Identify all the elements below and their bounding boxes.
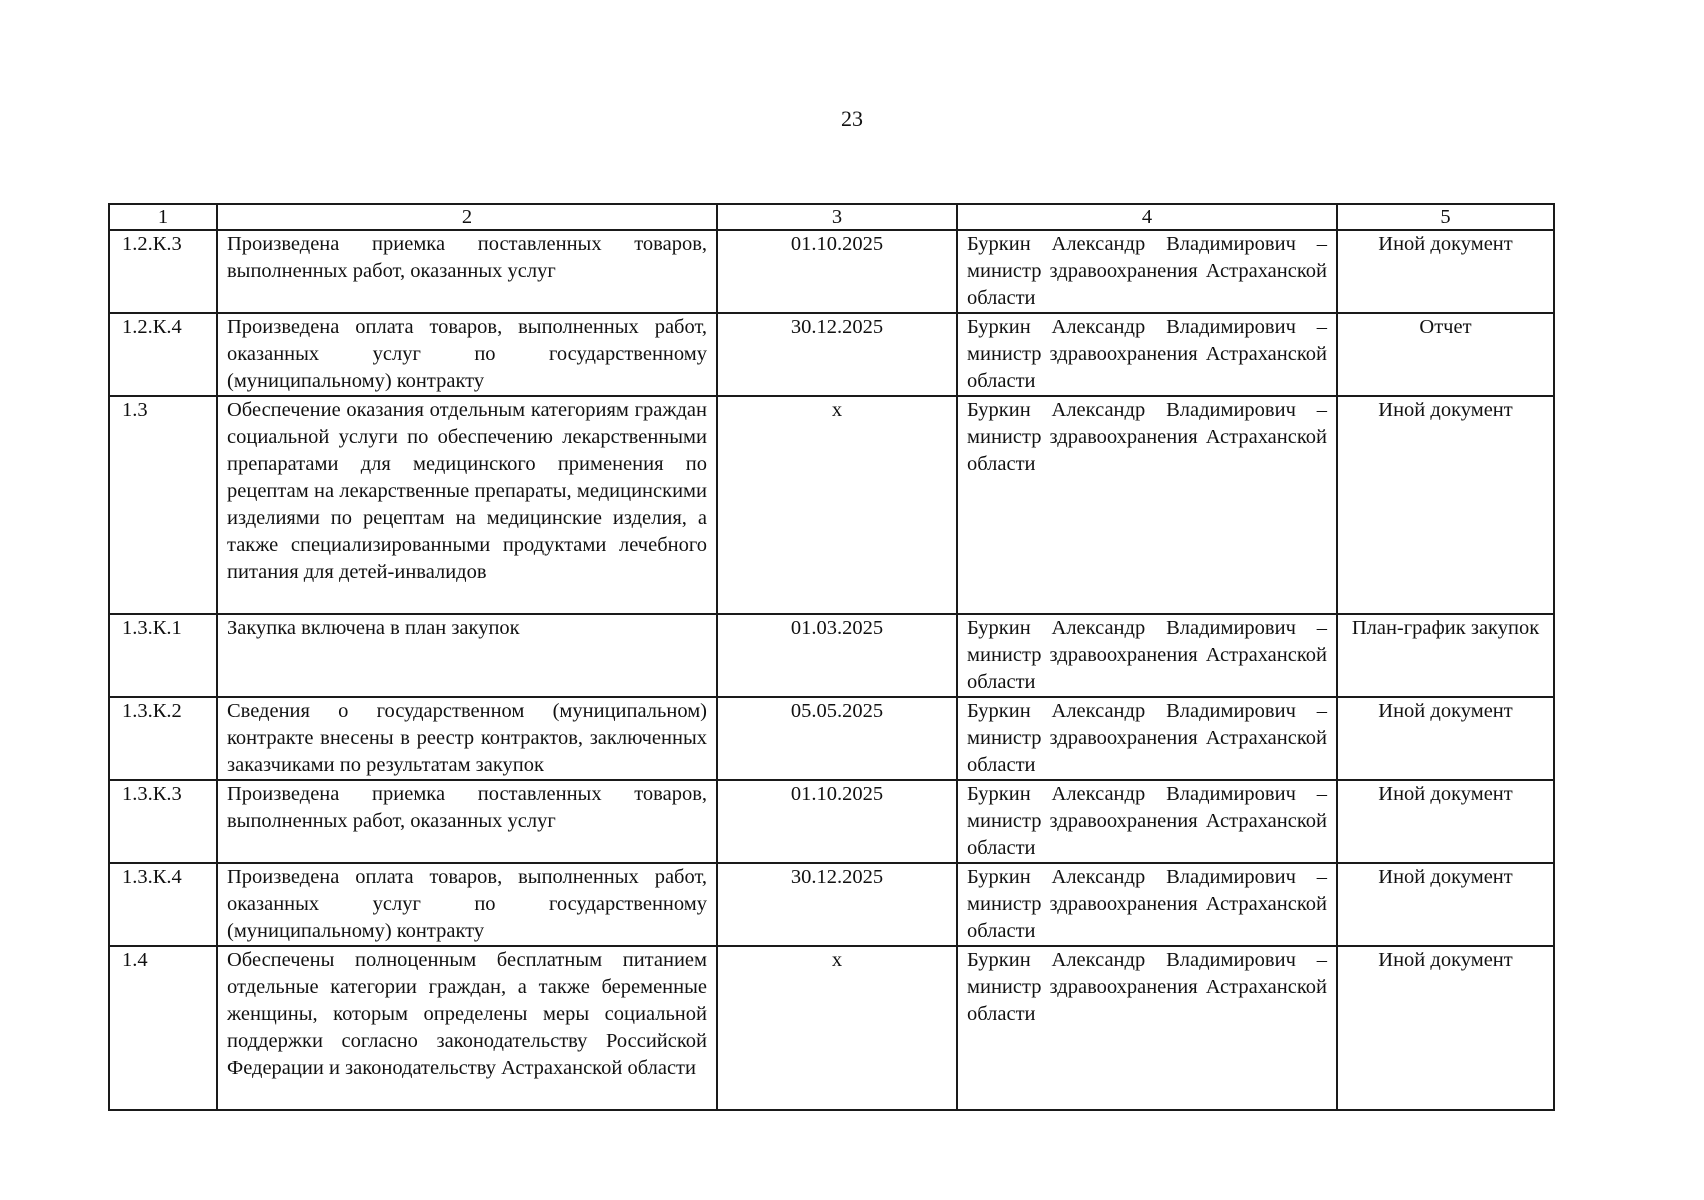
header-col-1: 1 xyxy=(109,204,217,230)
row-responsible: Буркин Александр Владимирович – министр здравоохранения Астраханской области xyxy=(957,780,1337,863)
table-row xyxy=(109,230,1554,313)
plan-table xyxy=(108,203,1555,1111)
row-responsible: Буркин Александр Владимирович – министр здравоохранения Астраханской области xyxy=(957,863,1337,946)
row-number: 1.4 xyxy=(109,946,217,1110)
row-description: Произведена оплата товаров, выполненных работ, оказанных услуг по государственному (муниципальному) контракту xyxy=(217,863,717,946)
row-number: 1.2.К.3 xyxy=(109,230,217,313)
row-date: 30.12.2025 xyxy=(717,863,957,946)
header-col-4: 4 xyxy=(957,204,1337,230)
row-number: 1.2.К.4 xyxy=(109,313,217,396)
row-date: x xyxy=(717,946,957,1110)
header-col-2: 2 xyxy=(217,204,717,230)
table-header-row xyxy=(109,204,1554,230)
row-description: Обеспечение оказания отдельным категориям граждан социальной услуги по обеспечению лекарственными препаратами для медицинского применения по рецептам на лекарственные препараты, медицинскими изделиями по рецептам на медицинские изделия, а также специализированными продуктами лечебного питания для детей-инвалидов xyxy=(217,396,717,614)
row-document-type: Иной документ xyxy=(1337,863,1554,946)
row-date: x xyxy=(717,396,957,614)
row-responsible: Буркин Александр Владимирович – министр здравоохранения Астраханской области xyxy=(957,946,1337,1110)
row-responsible: Буркин Александр Владимирович – министр здравоохранения Астраханской области xyxy=(957,313,1337,396)
row-description: Произведена приемка поставленных товаров, выполненных работ, оказанных услуг xyxy=(217,780,717,863)
row-responsible: Буркин Александр Владимирович – министр здравоохранения Астраханской области xyxy=(957,396,1337,614)
row-document-type: Иной документ xyxy=(1337,396,1554,614)
row-document-type: Иной документ xyxy=(1337,780,1554,863)
row-document-type: План-график закупок xyxy=(1337,614,1554,697)
row-number: 1.3.К.4 xyxy=(109,863,217,946)
table-row xyxy=(109,697,1554,780)
row-description: Закупка включена в план закупок xyxy=(217,614,717,697)
table-row xyxy=(109,863,1554,946)
row-number: 1.3 xyxy=(109,396,217,614)
header-col-3: 3 xyxy=(717,204,957,230)
page-number: 23 xyxy=(841,106,863,131)
row-date: 01.03.2025 xyxy=(717,614,957,697)
header-col-5: 5 xyxy=(1337,204,1554,230)
table-row xyxy=(109,313,1554,396)
row-description: Произведена оплата товаров, выполненных работ, оказанных услуг по государственному (муниципальному) контракту xyxy=(217,313,717,396)
row-document-type: Иной документ xyxy=(1337,946,1554,1110)
row-number: 1.3.К.2 xyxy=(109,697,217,780)
row-responsible: Буркин Александр Владимирович – министр здравоохранения Астраханской области xyxy=(957,614,1337,697)
row-responsible: Буркин Александр Владимирович – министр здравоохранения Астраханской области xyxy=(957,697,1337,780)
row-description: Сведения о государственном (муниципальном) контракте внесены в реестр контрактов, заключенных заказчиками по результатам закупок xyxy=(217,697,717,780)
row-responsible: Буркин Александр Владимирович – министр здравоохранения Астраханской области xyxy=(957,230,1337,313)
row-description: Произведена приемка поставленных товаров, выполненных работ, оказанных услуг xyxy=(217,230,717,313)
table-row xyxy=(109,614,1554,697)
table-row xyxy=(109,780,1554,863)
row-document-type: Иной документ xyxy=(1337,230,1554,313)
table-row xyxy=(109,396,1554,614)
row-date: 01.10.2025 xyxy=(717,780,957,863)
row-document-type: Отчет xyxy=(1337,313,1554,396)
row-document-type: Иной документ xyxy=(1337,697,1554,780)
row-description: Обеспечены полноценным бесплатным питанием отдельные категории граждан, а также беременные женщины, которым определены меры социальной поддержки согласно законодательству Российской Федерации и законодательству Астраханской области xyxy=(217,946,717,1110)
table-row xyxy=(109,946,1554,1110)
row-date: 30.12.2025 xyxy=(717,313,957,396)
row-date: 05.05.2025 xyxy=(717,697,957,780)
row-number: 1.3.К.1 xyxy=(109,614,217,697)
row-date: 01.10.2025 xyxy=(717,230,957,313)
row-number: 1.3.К.3 xyxy=(109,780,217,863)
